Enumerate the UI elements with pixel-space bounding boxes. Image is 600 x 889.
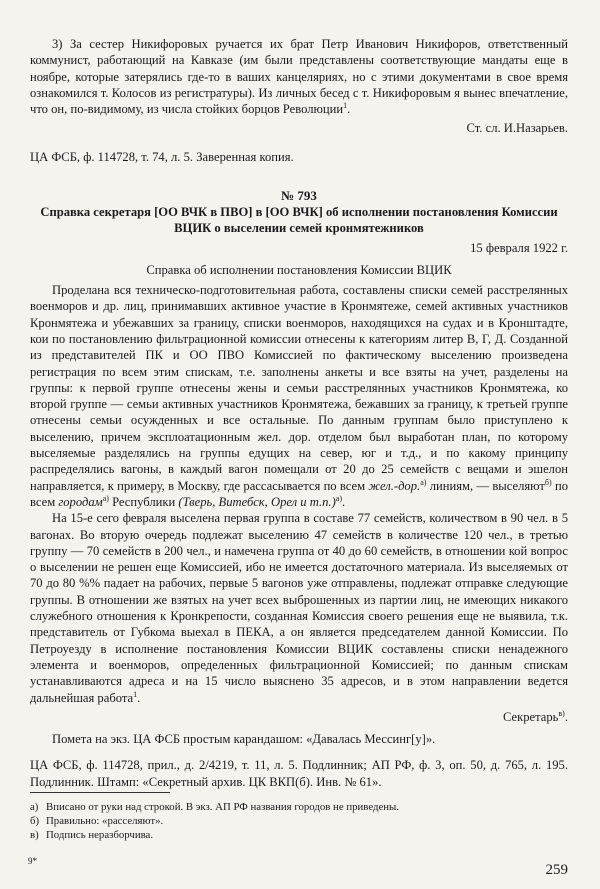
intro-paragraph: 3) За сестер Никифоровых ручается их брат Петр Иванович Никифоров, ответственный коммунист, работающий на Кавказе (им были представлены соответствующие мандаты еще в ноябре, которые затерялись где-то в ваших канцеляриях, но с этими документами в свое время ознакомился т. Колосов из регистратуры). Из личных бесед с т. Никифоровым я вынес впечатление, что он, по-видимому, из числа стойких борцов Революции$^1$. xyxy=(30,37,568,117)
footnote-divider xyxy=(30,792,170,793)
footnote-c: в) Подпись неразборчива. xyxy=(30,829,154,841)
page-number: 259 xyxy=(545,862,568,878)
page-body xyxy=(30,36,568,790)
intro-signature: Ст. сл. И.Назарьев. xyxy=(466,121,568,136)
doc-date: 15 февраля 1922 г. xyxy=(470,241,568,256)
archive-reference: ЦА ФСБ, ф. 114728, прил., д. 2/4219, т. 11, л. 5. Подлинник; АП РФ, ф. 3, оп. 50, д. 765, л. 195. Подлинник. Штамп: «Секретный архив. ЦК ВКП(б). Инв. № 61». xyxy=(30,758,568,789)
intro-text: 3) За сестер Никифоровых ручается их брат Петр Иванович Никифоров, ответственный коммунист, работающий на Кавказе (им были представлены соответствующие мандаты еще в ноябре, которые затерялись где-то в ваших канцеляриях, но с этими документами в свое время ознакомился т. Колосов из регистратуры). Из личных бесед с т. Никифоровым я вынес впечатление, что он, по-видимому, из числа стойких борцов Революции xyxy=(30,37,568,117)
footnote-b: б) Правильно: «расселяют». xyxy=(30,815,164,827)
secretary-signature: Секретарь$^{в)}$. xyxy=(502,708,568,724)
intro-source: ЦА ФСБ, ф. 114728, т. 74, л. 5. Заверенная копия. xyxy=(30,149,294,164)
doc-title: Справка секретаря [ОО ВЧК в ПВО] в [ОО ВЧК] об исполнении постановления Комиссии ВЦИК о выселении семей кронмятежников xyxy=(40,205,558,236)
paragraph-2: На 15-е сего февраля выселена первая группа в составе 77 семейств, количеством в 90 чел. в 5 вагонах. Во вторую очередь подлежат выселению 47 семейств в количестве 120 чел., в третью группу — 70 семейств в 200 чел., и намечена группа от 40 до 60 семейств, в отношении кой вопрос о выселении не решен еще Комиссией, ибо не имеется достаточного материала. Из выселяемых от 70 до 80 %% падает на рабочих, первые 5 вагонов уже отправлены, подлежат отправке следующие группы. В отношении же взятых на учет всех выброшенных из партии лиц, не имеющих никакого служебного отношения к Кронкрепости, созданная Комиссия своего решения еще не выявила, т.к. представитель от Губкома выехал в ПЕКА, а он является председателем данной Комиссии. По Петроуезду в исполнение постановления Комиссии ВЦИК составлены списки ненадежного элемента и военморов, определенных фильтрационной Комиссией; по данным спискам устанавливаются адреса и на 15 число выяснено 35 адресов, и в этом направлении ведется дальнейшая работа$^1$. xyxy=(30,511,568,705)
doc-subtitle: Справка об исполнении постановления Комиссии ВЦИК xyxy=(146,263,452,278)
intro-footnote-mark: 1 xyxy=(343,101,348,110)
doc-number: № 793 xyxy=(281,188,317,204)
printer-signature-mark: 9* xyxy=(28,856,37,866)
footnote-a: а) Вписано от руки над строкой. В экз. АП РФ названия городов не приведены. xyxy=(30,801,399,813)
pencil-note: Помета на экз. ЦА ФСБ простым карандашом: «Давалась Мессинг[у]». xyxy=(52,732,436,747)
paragraph-1: Проделана вся техническо-подготовительная работа, составлены списки семей расстрелянных военморов и др. лиц, принимавших активное участие в Кронмятеже, семей активных участников Кронмятежа и убежавших за границу, списки военморов, находящихся на судах и в Кронштадте, кои по постановлению фильтрационной комиссии отнесены к категориям литер В, Г, Д. Созданной из представителей ПК и ОО ПВО Комиссией по фактическому выселению произведена регистрация по всем этим спискам, т.е. заполнены анкеты и все взяты на учет, разделены на группы: к первой группе отнесены жены и семьи расстрелянных участников Кронмятежа, ко второй группе — семьи активных участников Кронмятежа, бежавших за границу, к третьей группе отнесены семьи осужденных и все остальные. По данным группам было приступлено к выселению, причем эксплоатационным жел. дор. отделом был выработан план, по которому выселяемые разделялись на группы едущих на север, юг и т.д., и по какому принципу распределялись вагоны, в каждый вагон помещали от 20 до 25 семейств с вещами и эшелон направляется, к примеру, в Москву, где рассасывается по всем жел.-дор.$^{а)}$ линиям, — выселяют$^{б)}$ по всем городам$^{а)}$ Республики (Тверь, Витебск, Орел и т.п.)$^{а)}$. xyxy=(30,283,568,509)
